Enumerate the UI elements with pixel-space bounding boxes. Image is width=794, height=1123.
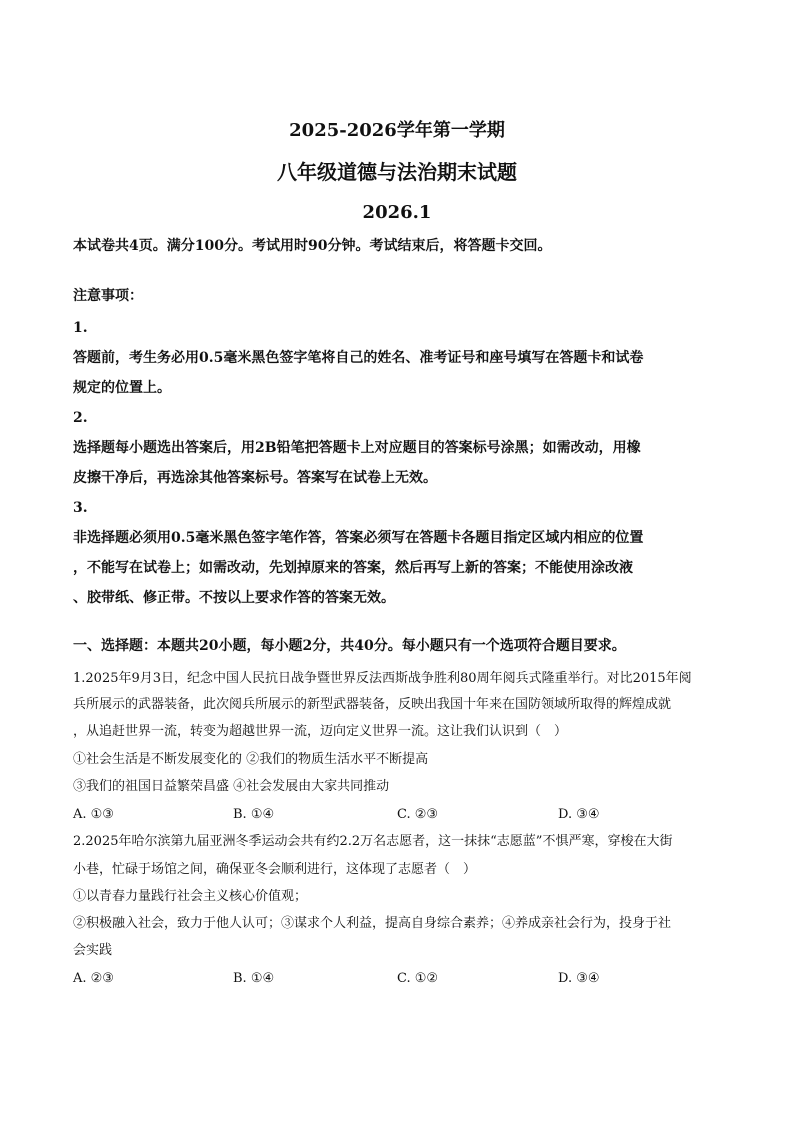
question-statement-line: ②积极融入社会，致力于他人认可；③谋求个人利益，提高自身综合素养；④养成亲社会行为，投身于社 bbox=[73, 916, 672, 931]
notice-item-line: 非选择题必须用0.5毫米黑色签字笔作答，答案必须写在答题卡各题目指定区域内相应的位置 bbox=[73, 530, 644, 546]
exam-term-title: 2025-2026学年第一学期 bbox=[289, 120, 505, 141]
option-b: B. ①④ bbox=[233, 971, 275, 986]
notice-item-number: 3. bbox=[73, 500, 88, 516]
notice-item-line: 、胶带纸、修正带。不按以上要求作答的答案无效。 bbox=[73, 590, 395, 606]
option-d: D. ③④ bbox=[558, 971, 600, 986]
notice-item-number: 1. bbox=[73, 320, 88, 336]
notice-item-line: 规定的位置上。 bbox=[73, 380, 171, 396]
option-c: C. ①② bbox=[397, 971, 439, 986]
option-d: D. ③④ bbox=[558, 807, 600, 822]
option-b: B. ①④ bbox=[233, 807, 275, 822]
notice-item-line: 选择题每小题选出答案后，用2B铅笔把答题卡上对应题目的答案标号涂黑；如需改动，用橡 bbox=[73, 440, 641, 456]
notice-item-number: 2. bbox=[73, 410, 88, 426]
notice-item-line: ，不能写在试卷上；如需改动，先划掉原来的答案，然后再写上新的答案；不能使用涂改液 bbox=[73, 560, 633, 576]
option-c: C. ②③ bbox=[397, 807, 439, 822]
question-statement-line: 会实践 bbox=[73, 943, 113, 958]
section-heading: 一、选择题：本题共20小题，每小题2分，共40分。每小题只有一个选项符合题目要求。 bbox=[73, 638, 626, 654]
question-stem-line: 兵所展示的武器装备，此次阅兵所展示的新型武器装备，反映出我国十年来在国防领域所取得的辉煌成就 bbox=[73, 697, 672, 712]
notice-item-line: 皮擦干净后，再选涂其他答案标号。答案写在试卷上无效。 bbox=[73, 470, 437, 486]
notice-heading: 注意事项： bbox=[73, 288, 143, 304]
question-stem-line: 2.2025年哈尔滨第九届亚洲冬季运动会共有约2.2万名志愿者，这一抹抹“志愿蓝”不惧严寒，穿梭在大街 bbox=[73, 834, 673, 849]
question-statement-line: ①以青春力量践行社会主义核心价值观； bbox=[73, 889, 308, 904]
exam-intro: 本试卷共4页。满分100分。考试用时90分钟。考试结束后，将答题卡交回。 bbox=[73, 238, 552, 254]
question-stem-line: 小巷，忙碌于场馆之间，确保亚冬会顺利进行，这体现了志愿者（ ） bbox=[73, 862, 477, 877]
question-stem-line: 1.2025年9月3日，纪念中国人民抗日战争暨世界反法西斯战争胜利80周年阅兵式隆重举行。对比2015年阅 bbox=[73, 671, 692, 686]
question-stem-line: ，从追赶世界一流，转变为超越世界一流，迈向定义世界一流。这让我们认识到（ ） bbox=[73, 724, 568, 739]
exam-date: 2026.1 bbox=[362, 202, 432, 223]
exam-subject-title: 八年级道德与法治期末试题 bbox=[277, 160, 517, 184]
notice-item-line: 答题前，考生务必用0.5毫米黑色签字笔将自己的姓名、准考证号和座号填写在答题卡和试卷 bbox=[73, 350, 644, 366]
question-statement-line: ①社会生活是不断发展变化的 ②我们的物质生活水平不断提高 bbox=[73, 752, 429, 767]
option-a: A. ②③ bbox=[73, 971, 114, 986]
question-statement-line: ③我们的祖国日益繁荣昌盛 ④社会发展由大家共同推动 bbox=[73, 779, 390, 794]
option-a: A. ①③ bbox=[73, 807, 114, 822]
